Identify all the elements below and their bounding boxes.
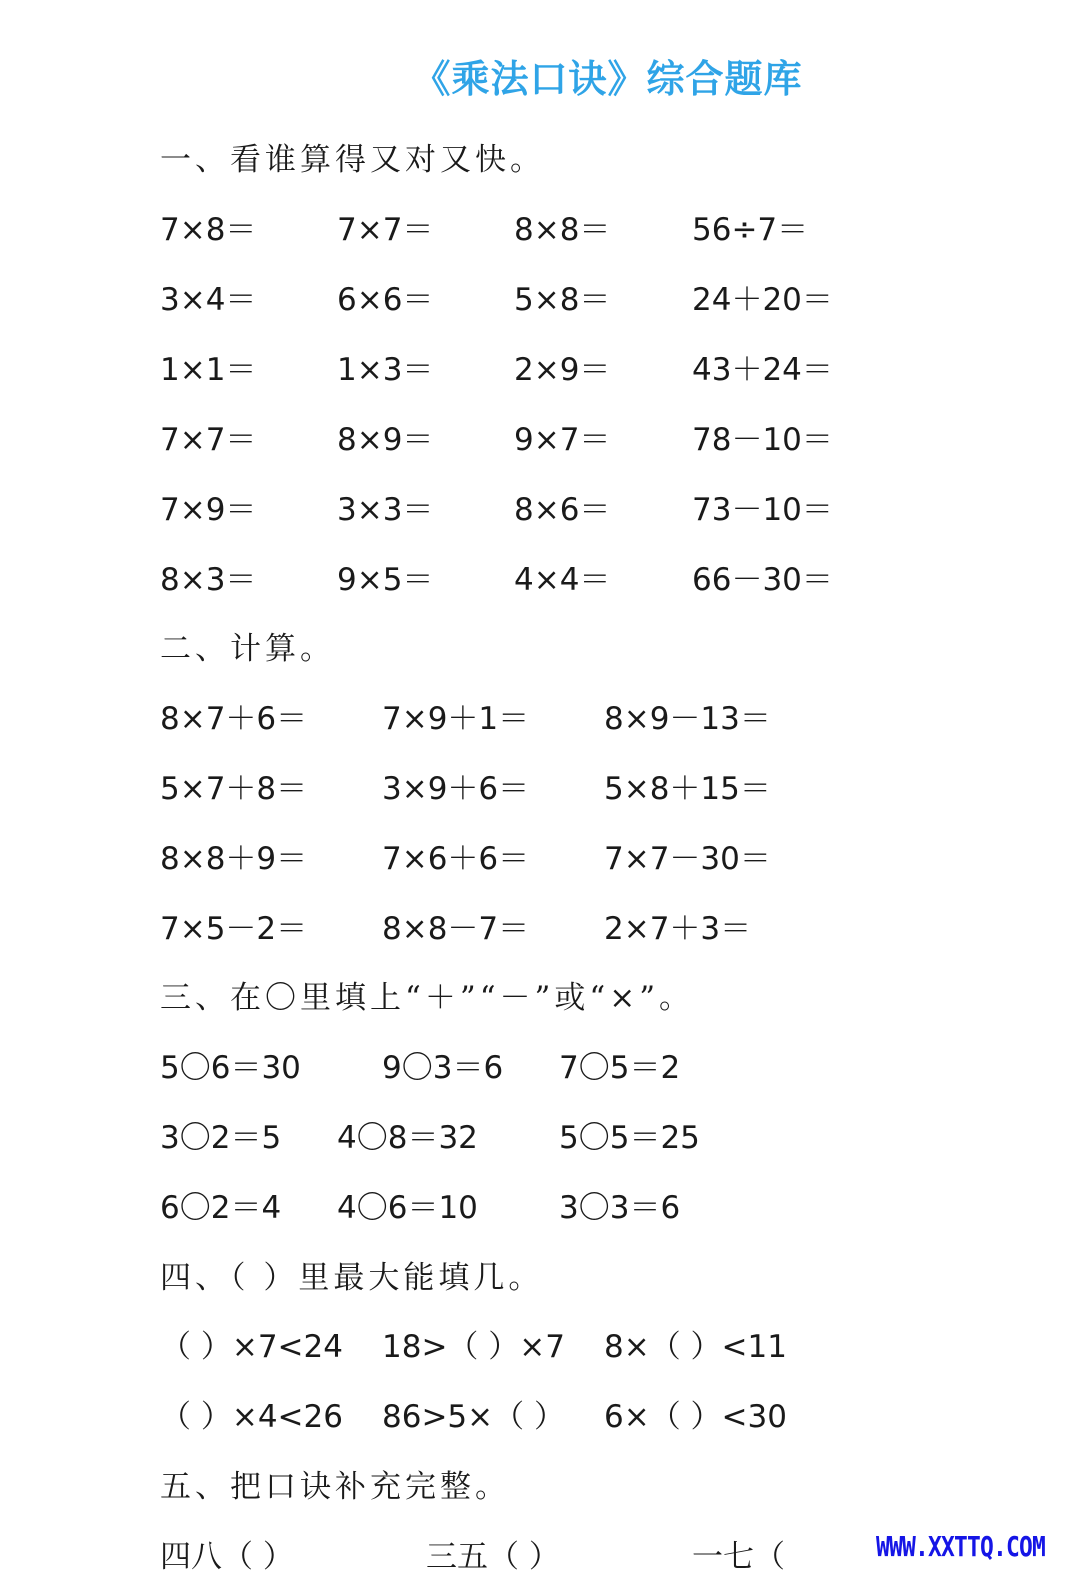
section-4-heading: 四、（ ）里最大能填几。 [160, 1260, 544, 1296]
problem: 6〇2＝4 [160, 1190, 282, 1226]
section-1-row [0, 484, 1080, 528]
problem: 5×7＋8＝ [160, 771, 308, 807]
section-1-row [0, 274, 1080, 318]
problem: 7〇5＝2 [559, 1050, 681, 1086]
problem: 3×3＝ [337, 492, 434, 528]
page-title: 《乘法口诀》综合题库 [412, 57, 803, 101]
problem: （ ）×7<24 [160, 1329, 343, 1365]
problem: 7×7＝ [337, 212, 434, 248]
problem: 2×9＝ [514, 352, 611, 388]
problem: 8×9＝ [337, 422, 434, 458]
section-2-row [0, 903, 1080, 947]
section-3-row [0, 1042, 1080, 1086]
problem: 1×1＝ [160, 352, 257, 388]
section-3-row [0, 1112, 1080, 1156]
problem: 1×3＝ [337, 352, 434, 388]
problem: 9〇3＝6 [382, 1050, 504, 1086]
problem: 9×5＝ [337, 562, 434, 598]
problem: 7×5－2＝ [160, 911, 308, 947]
problem: 5〇5＝25 [559, 1120, 700, 1156]
problem: 3〇3＝6 [559, 1190, 681, 1226]
problem: 8×7＋6＝ [160, 701, 308, 737]
section-2-heading: 二、计算。 [160, 631, 335, 667]
problem: 5×8＝ [514, 282, 611, 318]
problem: 8×6＝ [514, 492, 611, 528]
problem: 4×4＝ [514, 562, 611, 598]
problem: 24＋20＝ [692, 282, 833, 318]
section-3-row [0, 1182, 1080, 1226]
section-1-row [0, 414, 1080, 458]
section-1-row [0, 554, 1080, 598]
problem: 7×7＝ [160, 422, 257, 458]
watermark: WWW.XXTTQ.COM [876, 1530, 1046, 1563]
problem: 43＋24＝ [692, 352, 833, 388]
section-2-row [0, 833, 1080, 877]
problem: 5×8＋15＝ [604, 771, 771, 807]
problem: 2×7＋3＝ [604, 911, 752, 947]
problem: 66－30＝ [692, 562, 833, 598]
problem: 四八（ ） [160, 1539, 294, 1575]
problem: 8×3＝ [160, 562, 257, 598]
problem: 7×7－30＝ [604, 841, 771, 877]
problem: 78－10＝ [692, 422, 833, 458]
problem: 7×6＋6＝ [382, 841, 530, 877]
problem: 一七（ [692, 1539, 785, 1575]
problem: 3×9＋6＝ [382, 771, 530, 807]
section-1-row [0, 344, 1080, 388]
problem: 4〇8＝32 [337, 1120, 478, 1156]
problem: 8×8＝ [514, 212, 611, 248]
problem: 7×9＝ [160, 492, 257, 528]
section-5-heading: 五、把口诀补充完整。 [160, 1469, 510, 1505]
problem: 73－10＝ [692, 492, 833, 528]
problem: 三五（ ） [426, 1539, 560, 1575]
problem: 3〇2＝5 [160, 1120, 282, 1156]
section-1-heading: 一、看谁算得又对又快。 [160, 142, 545, 178]
problem: 8×8＋9＝ [160, 841, 308, 877]
problem: （ ）×4<26 [160, 1399, 343, 1435]
problem: 5〇6＝30 [160, 1050, 301, 1086]
problem: 3×4＝ [160, 282, 257, 318]
problem: 7×9＋1＝ [382, 701, 530, 737]
problem: 8×8－7＝ [382, 911, 530, 947]
problem: 56÷7＝ [692, 212, 809, 248]
problem: 9×7＝ [514, 422, 611, 458]
problem: 8×（ ）<11 [604, 1329, 787, 1365]
problem: 7×8＝ [160, 212, 257, 248]
section-1-row [0, 204, 1080, 248]
problem: 4〇6＝10 [337, 1190, 478, 1226]
problem: 18>（ ）×7 [382, 1329, 565, 1365]
section-2-row [0, 763, 1080, 807]
section-2-row [0, 693, 1080, 737]
section-4-row [0, 1391, 1080, 1435]
problem: 6×（ ）<30 [604, 1399, 787, 1435]
section-3-heading: 三、在〇里填上“＋”“－”或“×”。 [160, 980, 695, 1016]
problem: 8×9－13＝ [604, 701, 771, 737]
problem: 6×6＝ [337, 282, 434, 318]
section-4-row [0, 1321, 1080, 1365]
problem: 86>5×（ ） [382, 1399, 565, 1435]
